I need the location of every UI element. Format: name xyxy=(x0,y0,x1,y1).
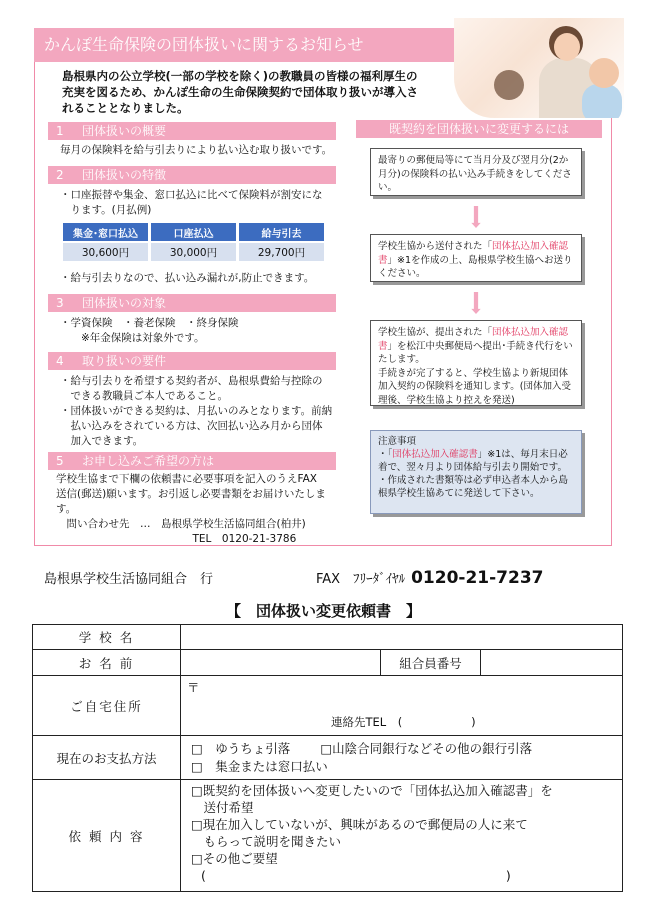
member-number-field[interactable] xyxy=(481,650,623,676)
section-4-header: 4 取り扱いの要件 xyxy=(48,352,336,370)
section-2-header: 2 団体扱いの特徴 xyxy=(48,166,336,184)
address-field[interactable] xyxy=(181,676,623,736)
flow-step-3: 学校生協が、提出された「団体払込加入確認書」を松江中央郵便局へ提出･手続き代行をいたします。 手続きが完了すると、学校生協より新規団体加入契約の保険料を通知します。(団体加入受理後、学校生協より控えを発送) xyxy=(370,320,582,406)
school-field[interactable] xyxy=(181,625,623,650)
pay-value-payroll: 29,700円 xyxy=(239,243,324,261)
section-1-header: 1 団体扱いの概要 xyxy=(48,122,336,140)
section-2-text: ・口座振替や集金、窓口払込に比べて保険料が割安にな ります。(月払例) xyxy=(60,189,323,216)
pay-header-collection: 集金･窓口払込 xyxy=(63,223,148,241)
caution-notes: 注意事項 ・「団体払込加入確認書」※1は、毎月末日必着で、翌々月より団体給与引去り開始です。 ・作成された書類等は必ず申込者本人から島根県学校生協あてに発送して下さい。 xyxy=(370,430,582,514)
request-option-transfer[interactable]: □既契約を団体扱いへ変更したいので「団体払込加入確認書」を xyxy=(191,783,553,798)
payment-example-table xyxy=(60,221,327,263)
section-3-text: ・学資保険 ・養老保険 ・終身保険 ※年金保険は対象外です。 xyxy=(60,317,239,344)
arrow-down-icon xyxy=(450,292,502,314)
payment-option-collection[interactable]: □ 集金または窓口払い xyxy=(191,758,328,774)
payment-options xyxy=(181,736,623,780)
pay-header-payroll: 給与引去 xyxy=(239,223,324,241)
postal-mark: 〒 xyxy=(187,680,200,695)
form-title: 【 団体扱い変更依頼書 】 xyxy=(226,602,422,620)
pay-value-collection: 30,600円 xyxy=(63,243,148,261)
request-form xyxy=(32,624,623,892)
payment-option-bank[interactable]: □山陰合同銀行などその他の銀行引落 xyxy=(320,740,533,756)
name-label: お 名 前 xyxy=(33,650,181,676)
fax-number: 0120-21-7237 xyxy=(411,568,544,588)
flow-step-1: 最寄りの郵便局等にて当月分及び翌月分(2か月分)の保険料の払い込み手続きをしてください。 xyxy=(370,148,582,196)
fax-line: FAX ﾌﾘｰﾀﾞｲﾔﾙ 0120-21-7237 xyxy=(316,568,544,588)
address-label: ご自宅住所 xyxy=(33,676,181,736)
family-photo xyxy=(454,18,624,118)
school-label: 学 校 名 xyxy=(33,625,181,650)
pay-value-account: 30,000円 xyxy=(151,243,236,261)
contact-tel-label: 連絡先TEL ( ) xyxy=(331,715,476,729)
payment-label: 現在のお支払方法 xyxy=(33,736,181,780)
request-label: 依 頼 内 容 xyxy=(33,780,181,892)
payment-option-yucho[interactable]: □ ゆうちょ引落 xyxy=(191,740,291,756)
pay-header-account: 口座払込 xyxy=(151,223,236,241)
intro-text: 島根県内の公立学校(一部の学校を除く)の教職員の皆様の福利厚生の 充実を図るため、かんぽ生命の生命保険契約で団体取り扱いが導入さ れることとなりました。 xyxy=(62,69,419,115)
request-options: □既契約を団体扱いへ変更したいので「団体払込加入確認書」を 送付希望 □現在加入していないが、興味があるので郵便局の人に来て もらって説明を聞きたい □その他ご要望 ( ) xyxy=(181,780,623,892)
section-2-after: ・給与引去りなので、払い込み漏れが,防止できます。 xyxy=(60,272,315,284)
section-5-header: 5 お申し込みご希望の方は xyxy=(48,452,336,470)
section-5-text: 学校生協まで下欄の依頼書に必要事項を記入のうえFAX 送信(郵送)願います。お引返し必要書類をお届けいたしま す。 問い合わせ先 … 島根県学校生活協同組合(柏井) TEL 0120-21-3786 xyxy=(56,473,326,545)
notice-title: かんぽ生命保険の団体扱いに関するお知らせ xyxy=(34,28,454,62)
section-3-header: 3 団体扱いの対象 xyxy=(48,294,336,312)
addressee: 島根県学校生活協同組合 行 xyxy=(44,572,214,587)
flow-step-2: 学校生協から送付された「団体払込加入確認書」※1を作成の上、島根県学校生協へお送りください。 xyxy=(370,234,582,282)
name-field[interactable] xyxy=(181,650,381,676)
other-request-field[interactable]: ( ) xyxy=(201,868,511,883)
request-option-other[interactable]: □その他ご要望 xyxy=(191,851,278,866)
section-4-text: ・給与引去りを希望する契約者が、島根県費給与控除の できる教職員ご本人であること。 ・団体扱いができる契約は、月払いのみとなります。前納 払い込みをされている方は、次回払い込み月から団体 加入できます。 xyxy=(60,375,333,447)
flow-title: 既契約を団体扱いに変更するには xyxy=(356,120,602,138)
request-option-explain[interactable]: □現在加入していないが、興味があるので郵便局の人に来て xyxy=(191,817,528,832)
member-number-label: 組合員番号 xyxy=(381,650,481,676)
section-1-text: 毎月の保険料を給与引去りにより払い込む取り扱いです。 xyxy=(60,144,333,156)
arrow-down-icon xyxy=(450,206,502,228)
